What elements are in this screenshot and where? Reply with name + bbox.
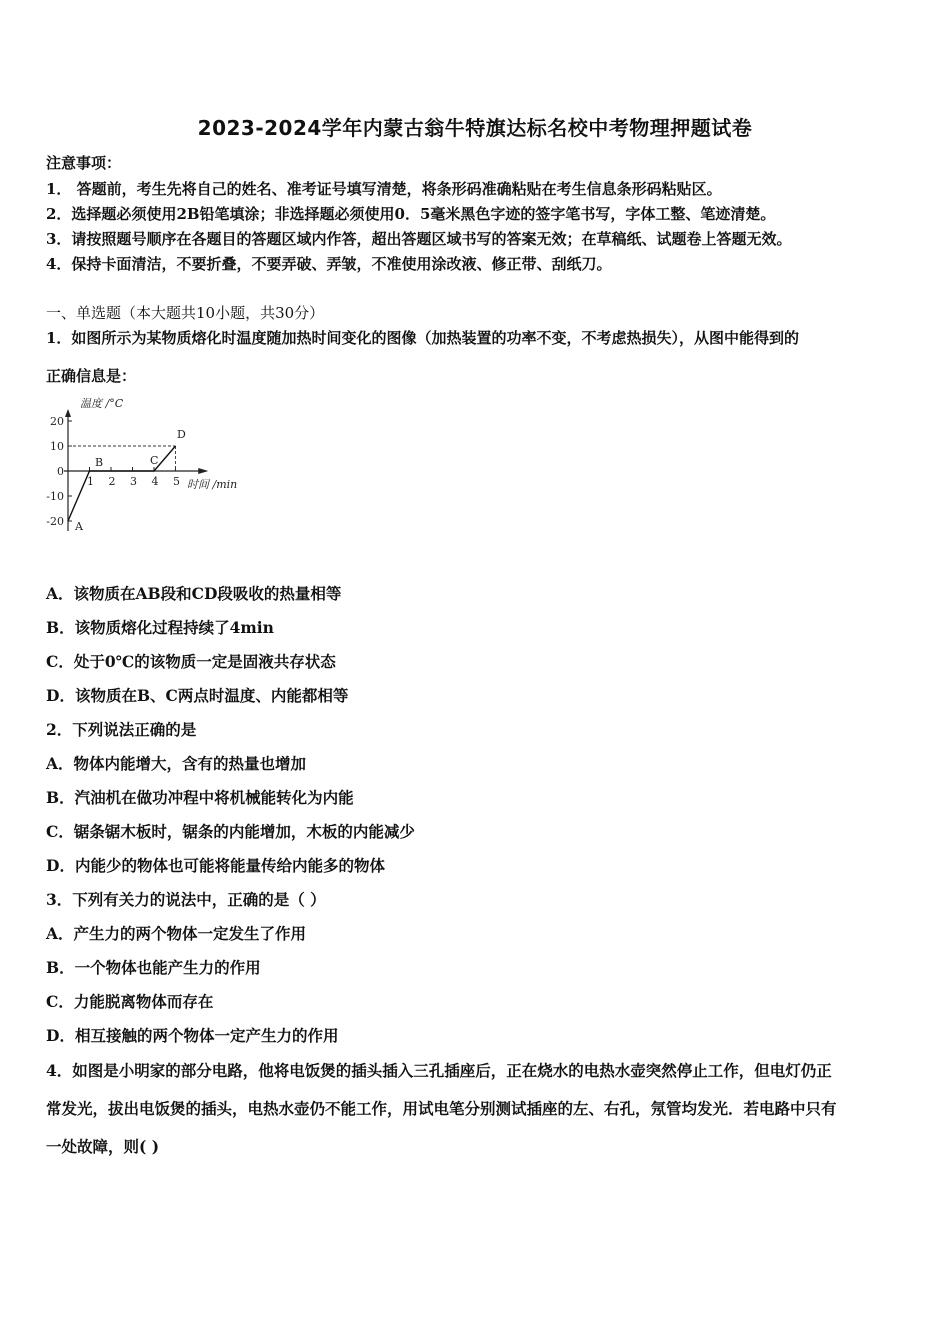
notice-heading: 注意事项： (46, 154, 122, 172)
q2-option-d: D．内能少的物体也可能将能量传给内能多的物体 (46, 856, 385, 875)
point-label-a: A (75, 520, 83, 533)
q2-stem: 2．下列说法正确的是 (46, 720, 197, 739)
notice-item-1: 1． 答题前，考生先将自己的姓名、准考证号填写清楚，将条形码准确粘贴在考生信息条形码粘贴区。 (46, 180, 722, 198)
q2-option-a: A．物体内能增大，含有的热量也增加 (46, 754, 307, 773)
y-tick-label: 20 (50, 415, 64, 428)
q1-stem-line1: 1．如图所示为某物质熔化时温度随加热时间变化的图像（加热装置的功率不变，不考虑热损失），从图中能得到的 (46, 329, 799, 347)
q3-option-b: B．一个物体也能产生力的作用 (46, 958, 261, 977)
q3-stem: 3．下列有关力的说法中，正确的是（ ） (46, 890, 326, 909)
notice-item-2: 2．选择题必须使用2B铅笔填涂；非选择题必须使用0．5毫米黑色字迹的签字笔书写，字体工整、笔迹清楚。 (46, 205, 776, 223)
q2-option-c: C．锯条锯木板时，锯条的内能增加，木板的内能减少 (46, 822, 415, 841)
x-axis-label: 时间 /min (187, 478, 238, 491)
y-axis-arrow (65, 409, 71, 417)
point-label-b: B (95, 456, 104, 469)
q1-option-a: A．该物质在AB段和CD段吸收的热量相等 (46, 584, 342, 603)
x-tick-label: 4 (151, 475, 159, 488)
q4-stem-line1: 4．如图是小明家的部分电路，他将电饭煲的插头插入三孔插座后，正在烧水的电热水壶突然停止工作，但电灯仍正 (46, 1061, 832, 1080)
y-tick-label: -20 (46, 515, 64, 528)
temperature-time-graph (40, 392, 270, 552)
x-tick-label: 1 (87, 475, 94, 488)
data-line (68, 446, 176, 521)
q4-stem-line2: 常发光，拔出电饭煲的插头，电热水壶仍不能工作，用试电笔分别测试插座的左、右孔，氖管均发光．若电路中只有 (46, 1099, 837, 1118)
q2-option-b: B．汽油机在做功冲程中将机械能转化为内能 (46, 788, 354, 807)
y-tick-label: 0 (57, 465, 64, 478)
q1-option-d: D．该物质在B、C两点时温度、内能都相等 (46, 686, 349, 705)
q3-option-a: A．产生力的两个物体一定发生了作用 (46, 924, 307, 943)
x-tick-label: 3 (130, 475, 137, 488)
q4-stem-line3: 一处故障，则( ) (46, 1137, 160, 1156)
point-label-d: D (177, 428, 186, 441)
y-axis-label: 温度 /°C (80, 397, 124, 410)
point-label-c: C (150, 454, 159, 467)
q1-option-c: C．处于0℃的该物质一定是固液共存状态 (46, 652, 336, 671)
y-tick-label: -10 (46, 490, 64, 503)
x-axis-arrow (198, 468, 208, 474)
section-heading: 一、单选题（本大题共10小题，共30分） (46, 304, 325, 322)
q3-option-c: C．力能脱离物体而存在 (46, 992, 214, 1011)
x-tick-label: 5 (173, 475, 180, 488)
notice-item-3: 3．请按照题号顺序在各题目的答题区域内作答，超出答题区域书写的答案无效；在草稿纸、试题卷上答题无效。 (46, 230, 792, 248)
y-tick-label: 10 (50, 440, 64, 453)
q1-option-b: B．该物质熔化过程持续了4min (46, 618, 274, 637)
x-tick-label: 2 (108, 475, 116, 488)
page-title: 2023-2024学年内蒙古翁牛特旗达标名校中考物理押题试卷 (197, 116, 753, 140)
q3-option-d: D．相互接触的两个物体一定产生力的作用 (46, 1026, 339, 1045)
q1-stem-line2: 正确信息是： (46, 367, 137, 385)
notice-item-4: 4．保持卡面清洁，不要折叠，不要弄破、弄皱，不准使用涂改液、修正带、刮纸刀。 (46, 255, 612, 273)
